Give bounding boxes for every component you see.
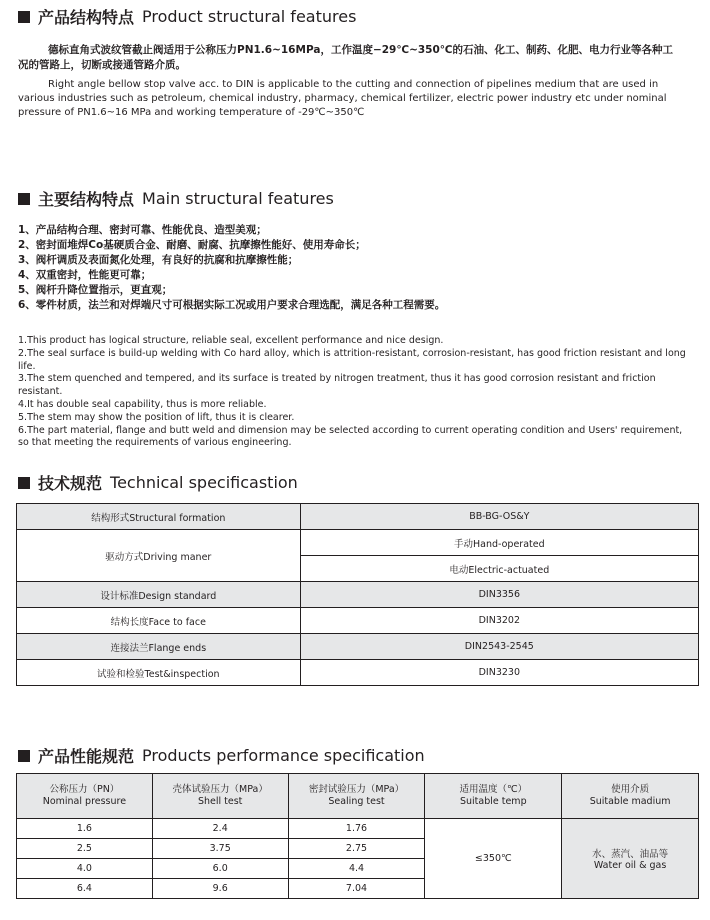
sealing-test-cell: 7.04: [288, 879, 425, 899]
spec-value: BB-BG-OS&Y: [300, 504, 698, 530]
column-header: 使用介质 Suitable madium: [562, 774, 699, 819]
suitable-medium-cell: 水、蒸汽、油品等 Water oil & gas: [562, 819, 699, 899]
square-bullet-icon: [18, 11, 30, 23]
spec-label: 设计标准Design standard: [17, 582, 301, 608]
section-title-performance-specification: [18, 744, 425, 767]
shell-test-cell: 6.0: [152, 859, 288, 879]
features-list-en: [18, 335, 688, 450]
section-title-en: Main structural features: [142, 189, 334, 208]
list-item: 2、密封面堆焊Co基硬质合金、耐磨、耐腐、抗摩擦性能好、使用寿命长；: [18, 239, 366, 251]
sealing-test-cell: 4.4: [288, 859, 425, 879]
section-title-cn: 产品性能规范: [38, 747, 135, 766]
nominal-pressure-cell: 2.5: [17, 839, 153, 859]
list-item: 1.This product has logical structure, reliable seal, excellent performance and nice design.: [18, 335, 444, 346]
nominal-pressure-cell: 6.4: [17, 879, 153, 899]
spec-label: 试验和检验Test&inspection: [17, 660, 301, 686]
list-item: so that meeting the requirements of various engineering.: [18, 437, 292, 449]
features-list-cn: [18, 223, 688, 313]
nominal-pressure-cell: 1.6: [17, 819, 153, 839]
table-row: [17, 504, 699, 530]
spec-value: DIN3356: [300, 582, 698, 608]
spec-value: DIN3230: [300, 660, 698, 686]
table-row: [17, 660, 699, 686]
spec-label: 连接法兰Flange ends: [17, 634, 301, 660]
table-row: [17, 608, 699, 634]
list-item: 3.The stem quenched and tempered, and its surface is treated by nitrogen treatment, thus it has good corrosion resistant and friction resistant.: [18, 373, 656, 398]
table-row: [17, 582, 699, 608]
spec-label: 结构长度Face to face: [17, 608, 301, 634]
sealing-test-cell: 2.75: [288, 839, 425, 859]
list-item: 6.The part material, flange and butt weld and dimension may be selected according to current operating condition and Users' requirement,: [18, 424, 683, 436]
spec-label: 驱动方式Driving maner: [17, 530, 301, 582]
sealing-test-cell: 1.76: [288, 819, 425, 839]
column-header: 壳体试验压力（MPa） Shell test: [152, 774, 288, 819]
column-header: 公称压力（PN） Nominal pressure: [17, 774, 153, 819]
list-item: 2.The seal surface is build-up welding with Co hard alloy, which is attrition-resistant, corrosion-resistant, has good friction resistant and long life.: [18, 347, 686, 372]
shell-test-cell: 9.6: [152, 879, 288, 899]
table-row: [17, 634, 699, 660]
section-title-technical-specification: [18, 471, 298, 494]
column-header: 密封试验压力（MPa） Sealing test: [288, 774, 425, 819]
section-title-main-structural-features: [18, 187, 334, 210]
list-item: 4、双重密封，性能更可靠；: [18, 269, 152, 281]
list-item: 6、零件材质，法兰和对焊端尺寸可根据实际工况或用户要求合理选配，满足各种工程需要。: [18, 299, 446, 311]
section-title-en: Technical specificastion: [110, 473, 298, 492]
product-description-en: Right angle bellow stop valve acc. to DIN is applicable to the cutting and connection of pipelines medium that are used in various industries such as petroleum, chemical industry, pharmacy, chemical fertilizer, electric power industry etc under nominal pressure of PN1.6~16 MPa and working temperature of -29℃~350℃: [18, 79, 667, 118]
list-item: 3、阀杆调质及表面氮化处理，有良好的抗腐和抗摩擦性能；: [18, 254, 299, 266]
nominal-pressure-cell: 4.0: [17, 859, 153, 879]
square-bullet-icon: [18, 477, 30, 489]
section-title-en: Products performance specification: [142, 746, 425, 765]
technical-spec-table: [16, 503, 699, 686]
performance-spec-table: [16, 773, 699, 899]
spec-value: 手动Hand-operated: [300, 530, 698, 556]
shell-test-cell: 3.75: [152, 839, 288, 859]
spec-value: DIN3202: [300, 608, 698, 634]
suitable-temp-cell: ≤350℃: [425, 819, 562, 899]
section-title-cn: 主要结构特点: [38, 190, 135, 209]
column-header: 适用温度（℃） Suitable temp: [425, 774, 562, 819]
spec-label: 结构形式Structural formation: [17, 504, 301, 530]
table-header-row: [17, 774, 699, 819]
section-title-product-structural-features: [18, 5, 356, 28]
spec-value: 电动Electric-actuated: [300, 556, 698, 582]
list-item: 1、产品结构合理、密封可靠、性能优良、造型美观；: [18, 224, 267, 236]
square-bullet-icon: [18, 193, 30, 205]
section-title-en: Product structural features: [142, 7, 357, 26]
table-row: [17, 819, 699, 839]
spec-value: DIN2543-2545: [300, 634, 698, 660]
section-title-cn: 产品结构特点: [38, 8, 135, 27]
shell-test-cell: 2.4: [152, 819, 288, 839]
square-bullet-icon: [18, 750, 30, 762]
table-row: [17, 530, 699, 556]
list-item: 5.The stem may show the position of lift, thus it is clearer.: [18, 411, 295, 423]
list-item: 5、阀杆升降位置指示，更直观；: [18, 284, 173, 296]
product-description-cn: 德标直角式波纹管截止阀适用于公称压力PN1.6~16MPa，工作温度−29℃~350℃的石油、化工、制药、化肥、电力行业等各种工况的管路上，切断或接通管路介质。: [18, 44, 673, 71]
list-item: 4.It has double seal capability, thus is more reliable.: [18, 398, 267, 410]
section-title-cn: 技术规范: [38, 474, 103, 493]
